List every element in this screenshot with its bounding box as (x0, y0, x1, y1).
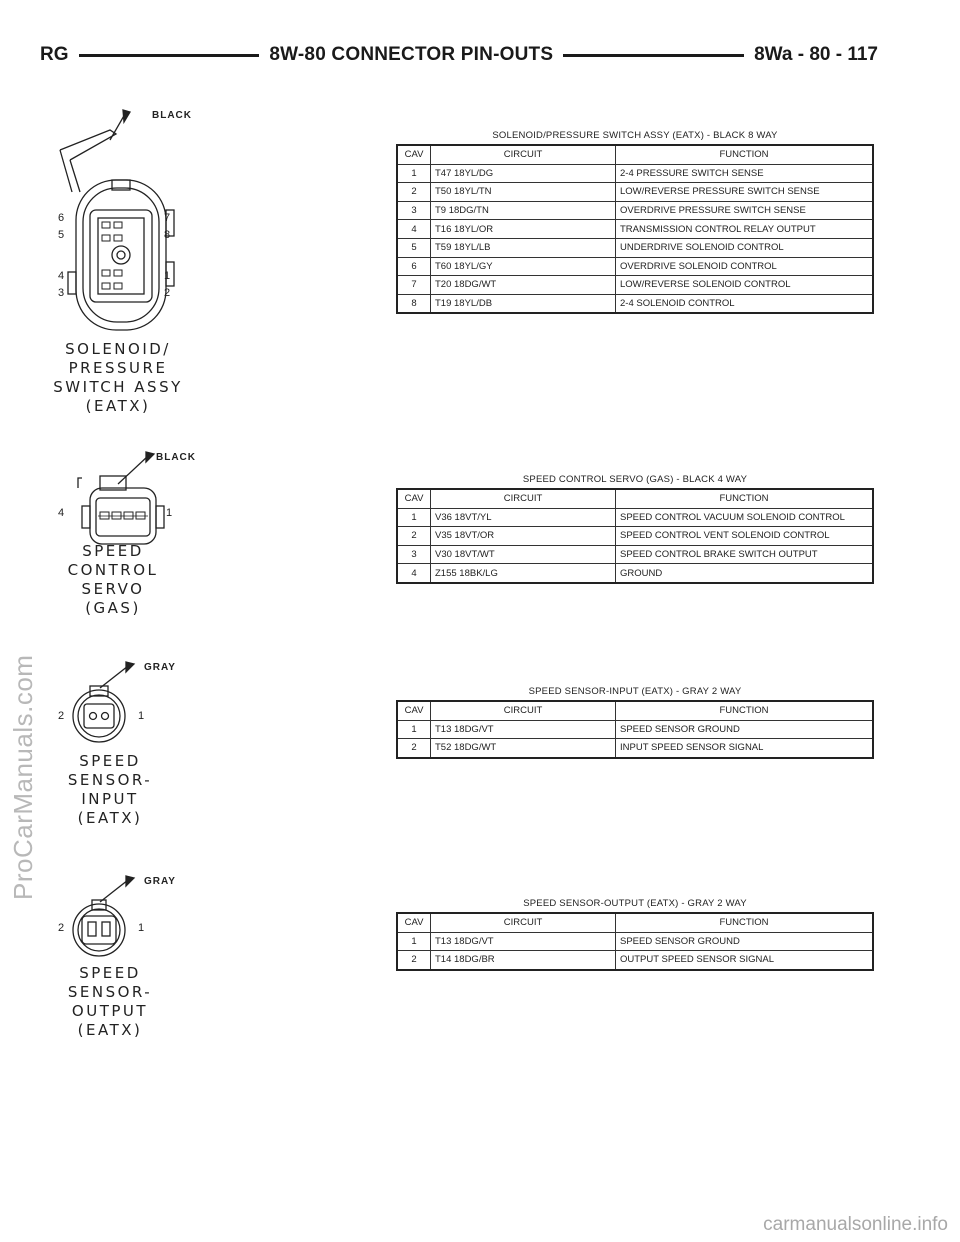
cav-cell: 2 (397, 951, 431, 970)
cav-cell: 1 (397, 508, 431, 527)
function-cell: SPEED CONTROL BRAKE SWITCH OUTPUT (616, 545, 874, 564)
connector-name-line: SPEED (79, 964, 141, 982)
cav-cell: 3 (397, 545, 431, 564)
pin-label: 2 (164, 287, 171, 299)
column-header-function: FUNCTION (616, 701, 874, 720)
column-header-cav: CAV (397, 145, 431, 164)
connector-name (60, 542, 166, 618)
pin-label: 4 (58, 507, 65, 519)
circuit-cell: V30 18VT/WT (431, 545, 616, 564)
connector-name-line: (EATX) (77, 1021, 143, 1039)
circuit-cell: T47 18YL/DG (431, 164, 616, 183)
connector-name-line: SERVO (81, 580, 145, 598)
circuit-cell: T9 18DG/TN (431, 201, 616, 220)
input-sensor-connector-drawing (62, 660, 162, 750)
connector-diagram-input-sensor (62, 660, 162, 750)
cav-cell: 6 (397, 257, 431, 276)
circuit-cell: T50 18YL/TN (431, 183, 616, 202)
function-cell: TRANSMISSION CONTROL RELAY OUTPUT (616, 220, 874, 239)
circuit-cell: T16 18YL/OR (431, 220, 616, 239)
table-row (397, 183, 873, 202)
cav-cell: 2 (397, 527, 431, 546)
side-watermark: ProCarManuals.com (8, 654, 38, 900)
pinout-table-input-sensor (396, 700, 874, 759)
pin-label: 6 (58, 212, 65, 224)
circuit-cell: T19 18YL/DB (431, 294, 616, 313)
page-header (40, 40, 878, 70)
cav-cell: 2 (397, 183, 431, 202)
cav-cell: 5 (397, 238, 431, 257)
table-row (397, 257, 873, 276)
column-header-cav: CAV (397, 701, 431, 720)
connector-color-tag: BLACK (156, 452, 196, 463)
connector-name-line: SENSOR- (67, 983, 153, 1001)
function-cell: UNDERDRIVE SOLENOID CONTROL (616, 238, 874, 257)
connector-color-tag: BLACK (152, 110, 192, 121)
connector-diagram-output-sensor (62, 874, 162, 964)
page-title: 8W-80 CONNECTOR PIN-OUTS (269, 44, 554, 65)
pin-label: 7 (164, 212, 171, 224)
pinout-table-output-sensor (396, 912, 874, 971)
function-cell: 2-4 SOLENOID CONTROL (616, 294, 874, 313)
table-row (397, 164, 873, 183)
function-cell: LOW/REVERSE PRESSURE SWITCH SENSE (616, 183, 874, 202)
connector-diagram-servo (60, 448, 180, 548)
cav-cell: 1 (397, 720, 431, 739)
table-row (397, 508, 873, 527)
connector-name-line: (EATX) (77, 809, 143, 827)
pin-label: 1 (138, 710, 145, 722)
table-row (397, 951, 873, 970)
cav-cell: 3 (397, 201, 431, 220)
table-row (397, 932, 873, 951)
connector-name-line: (EATX) (85, 397, 151, 415)
connector-name-line: PRESSURE (68, 359, 168, 377)
connector-name-line: SPEED (82, 542, 144, 560)
table-title: SPEED SENSOR-INPUT (EATX) - GRAY 2 WAY (528, 686, 742, 697)
table-header-row (397, 489, 873, 508)
header-rule-left (79, 54, 260, 57)
function-cell: OVERDRIVE PRESSURE SWITCH SENSE (616, 201, 874, 220)
function-cell: OVERDRIVE SOLENOID CONTROL (616, 257, 874, 276)
column-header-circuit: CIRCUIT (431, 145, 616, 164)
function-cell: INPUT SPEED SENSOR SIGNAL (616, 739, 874, 758)
table-row (397, 276, 873, 295)
pin-label: 2 (58, 710, 65, 722)
function-cell: SPEED CONTROL VENT SOLENOID CONTROL (616, 527, 874, 546)
function-cell: LOW/REVERSE SOLENOID CONTROL (616, 276, 874, 295)
function-cell: SPEED SENSOR GROUND (616, 932, 874, 951)
connector-name-line: (GAS) (85, 599, 141, 617)
table-row (397, 545, 873, 564)
function-cell: GROUND (616, 564, 874, 583)
pin-label: 5 (58, 229, 65, 241)
connector-name (62, 752, 158, 828)
function-cell: SPEED CONTROL VACUUM SOLENOID CONTROL (616, 508, 874, 527)
connector-name-line: OUTPUT (71, 1002, 149, 1020)
circuit-cell: Z155 18BK/LG (431, 564, 616, 583)
table-row (397, 294, 873, 313)
column-header-function: FUNCTION (616, 489, 874, 508)
connector-color-tag: GRAY (144, 876, 176, 887)
cav-cell: 1 (397, 164, 431, 183)
circuit-cell: T52 18DG/WT (431, 739, 616, 758)
table-row (397, 527, 873, 546)
pin-label: 8 (164, 229, 171, 241)
table-row (397, 201, 873, 220)
column-header-circuit: CIRCUIT (431, 913, 616, 932)
servo-connector-drawing (60, 448, 180, 548)
solenoid-connector-drawing (50, 100, 200, 350)
function-cell: SPEED SENSOR GROUND (616, 720, 874, 739)
connector-name-line: INPUT (81, 790, 139, 808)
circuit-cell: T20 18DG/WT (431, 276, 616, 295)
circuit-cell: T13 18DG/VT (431, 932, 616, 951)
column-header-circuit: CIRCUIT (431, 489, 616, 508)
circuit-cell: T59 18YL/LB (431, 238, 616, 257)
table-row (397, 564, 873, 583)
pinout-table-servo (396, 488, 874, 584)
table-row (397, 238, 873, 257)
column-header-function: FUNCTION (616, 913, 874, 932)
table-title: SPEED SENSOR-OUTPUT (EATX) - GRAY 2 WAY (523, 898, 747, 909)
table-title: SOLENOID/PRESSURE SWITCH ASSY (EATX) - BLACK 8 WAY (492, 130, 778, 141)
connector-name-line: SPEED (79, 752, 141, 770)
connector-name-line: CONTROL (67, 561, 159, 579)
page-number: 8Wa - 80 - 117 (754, 44, 878, 65)
function-cell: 2-4 PRESSURE SWITCH SENSE (616, 164, 874, 183)
connector-color-tag: GRAY (144, 662, 176, 673)
pin-label: 4 (58, 270, 65, 282)
cav-cell: 8 (397, 294, 431, 313)
circuit-cell: V36 18VT/YL (431, 508, 616, 527)
table-row (397, 720, 873, 739)
header-rule-right (563, 54, 744, 57)
pin-label: 3 (58, 287, 65, 299)
cav-cell: 4 (397, 220, 431, 239)
circuit-cell: T13 18DG/VT (431, 720, 616, 739)
section-code: RG (40, 44, 69, 65)
output-sensor-connector-drawing (62, 874, 162, 964)
column-header-cav: CAV (397, 913, 431, 932)
column-header-cav: CAV (397, 489, 431, 508)
pinout-table-solenoid (396, 144, 874, 314)
pin-label: 1 (166, 507, 173, 519)
function-cell: OUTPUT SPEED SENSOR SIGNAL (616, 951, 874, 970)
column-header-function: FUNCTION (616, 145, 874, 164)
pin-label: 2 (58, 922, 65, 934)
circuit-cell: V35 18VT/OR (431, 527, 616, 546)
table-title: SPEED CONTROL SERVO (GAS) - BLACK 4 WAY (522, 474, 748, 485)
circuit-cell: T60 18YL/GY (431, 257, 616, 276)
connector-name-line: SENSOR- (67, 771, 153, 789)
cav-cell: 7 (397, 276, 431, 295)
column-header-circuit: CIRCUIT (431, 701, 616, 720)
bottom-watermark: carmanualsonline.info (763, 1214, 948, 1235)
pin-label: 1 (164, 270, 171, 282)
table-header-row (397, 145, 873, 164)
connector-name (62, 964, 158, 1040)
connector-name-line: SOLENOID/ (65, 340, 171, 358)
connector-name-line: SWITCH ASSY (53, 378, 183, 396)
circuit-cell: T14 18DG/BR (431, 951, 616, 970)
table-row (397, 220, 873, 239)
table-header-row (397, 913, 873, 932)
cav-cell: 1 (397, 932, 431, 951)
cav-cell: 4 (397, 564, 431, 583)
connector-diagram-solenoid (50, 100, 200, 350)
table-header-row (397, 701, 873, 720)
table-row (397, 739, 873, 758)
cav-cell: 2 (397, 739, 431, 758)
connector-name (50, 340, 186, 416)
pin-label: 1 (138, 922, 145, 934)
